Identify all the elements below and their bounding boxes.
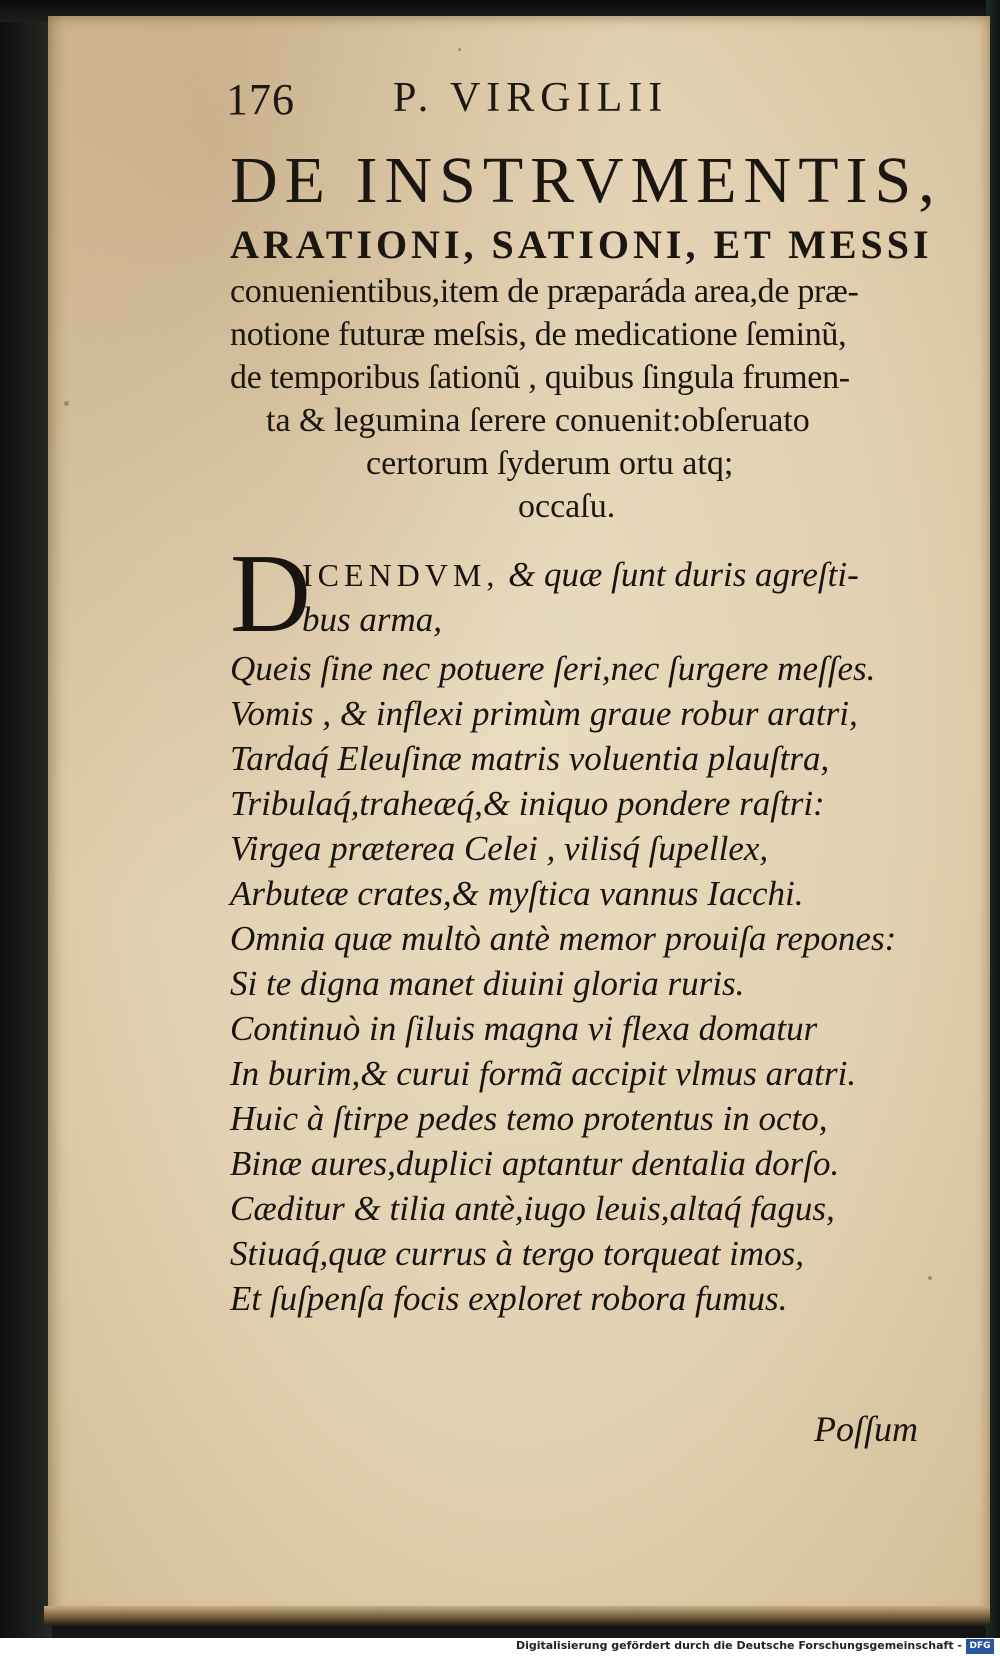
verse-line: Et ſuſpenſa focis exploret robora fumus. (230, 1279, 788, 1318)
running-title: P. VIRGILII (393, 75, 669, 121)
verse-line: Huic à ſtirpe pedes temo protentus in octo, (230, 1099, 828, 1138)
opening-line-continuation: bus arma, (302, 600, 443, 639)
verse-line: Continuò in ſiluis magna vi flexa domatur (230, 1009, 818, 1048)
section-subtitle: ARATIONI, SATIONI, ET MESSI (230, 222, 933, 267)
page-bottom-edge (44, 1606, 990, 1626)
description-line: occaſu. (518, 488, 616, 525)
verse-line: Queis ſine nec potuere ſeri,nec ſurgere meſſes. (230, 649, 876, 688)
paper-speck (928, 1276, 932, 1280)
verse-line: Virgea præterea Celei , vilisq́ ſupellex, (230, 829, 769, 868)
description-line: notione futuræ meſsis, de medicatione ſeminũ, (230, 316, 847, 353)
book-spine (0, 0, 52, 1656)
paper-speck (458, 48, 461, 51)
description-line: certorum ſyderum ortu atq; (366, 445, 734, 482)
description-line: de temporibus ſationũ , quibus ſingula frumen- (230, 359, 850, 396)
dfg-logo: DFG (966, 1639, 994, 1654)
catchword: Poſſum (814, 1409, 918, 1449)
verse-line: Stiuaq́,quæ currus à tergo torqueat imos, (230, 1234, 804, 1273)
verse-line: Arbuteæ crates,& myſtica vannus Iacchi. (230, 874, 804, 913)
opening-word: ICENDVM, (302, 557, 500, 593)
verse-line: Vomis , & inflexi primùm graue robur aratri, (230, 694, 858, 733)
description-line: ta & legumina ſerere conuenit:obſeruato (266, 402, 810, 439)
verse-line: Binæ aures,duplici aptantur dentalia dorſo. (230, 1144, 840, 1183)
funding-notice: Digitalisierung gefördert durch die Deutsche Forschungsgemeinschaft - (515, 1639, 962, 1652)
verse-line: Omnia quæ multò antè memor prouiſa repones: (230, 919, 897, 958)
section-title: DE INSTRVMENTIS, (230, 144, 942, 217)
section-heading (230, 142, 1000, 528)
running-head (48, 74, 990, 134)
drop-cap: D (230, 532, 311, 656)
verse-line: Si te digna manet diuini gloria ruris. (230, 964, 745, 1003)
verse-line: Tribulaq́,traheæq́,& iniquo pondere raſtri: (230, 784, 825, 823)
page-number: 176 (226, 75, 295, 124)
verse-line: Tardaq́ Eleuſinæ matris voluentia plauſtra, (230, 739, 830, 778)
verse-block (230, 532, 1000, 1321)
book-page (48, 16, 990, 1616)
opening-verse (230, 532, 1000, 656)
opening-line (302, 552, 859, 598)
verse-line: Cæditur & tilia antè,iugo leuis,altaq́ fagus, (230, 1189, 835, 1228)
opening-line-text: & quæ ſunt duris agreſti- (508, 555, 859, 594)
paper-speck (64, 401, 69, 406)
verse-line: In burim,& curui formã accipit vlmus aratri. (230, 1054, 857, 1093)
description-line: conuenientibus,item de præparáda area,de præ- (230, 273, 859, 310)
